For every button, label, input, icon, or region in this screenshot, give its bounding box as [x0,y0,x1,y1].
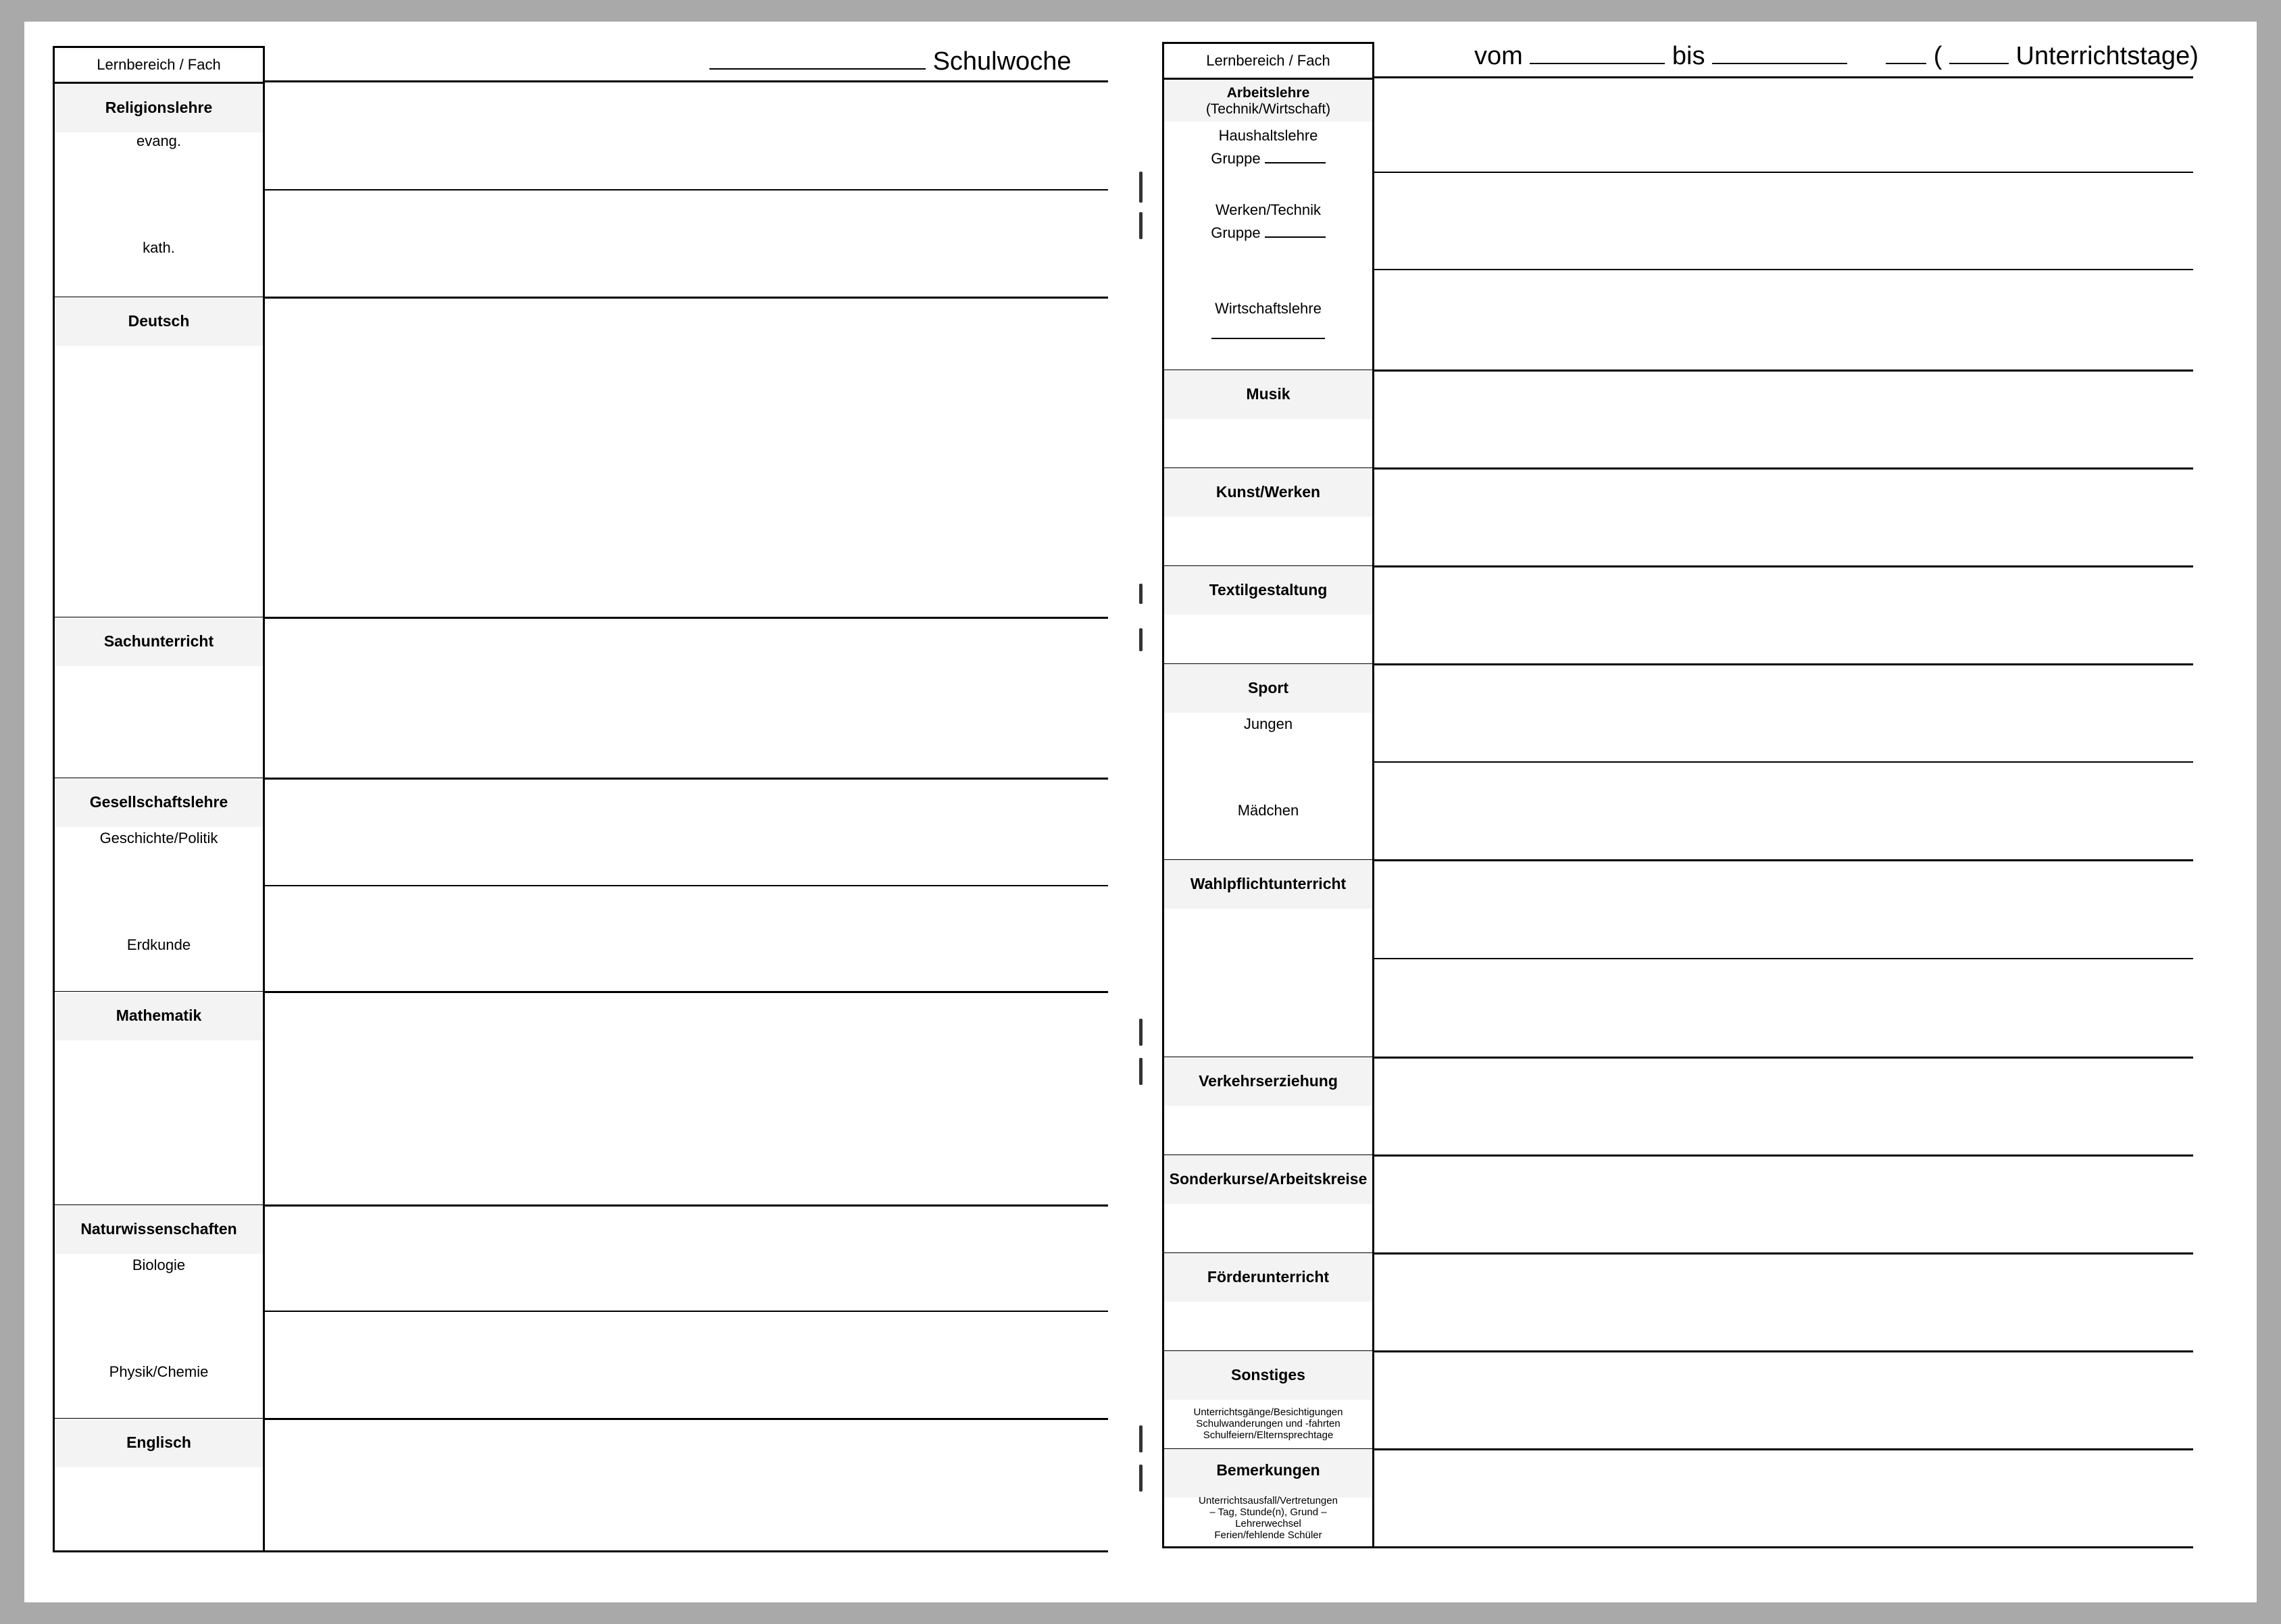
gruppe-blank[interactable] [1265,150,1326,163]
note-line: Ferien/fehlende Schüler [1214,1529,1322,1541]
row-sonderkurse [1132,1155,2257,1253]
row-title: Textilgestaltung [1209,581,1328,599]
week-title [709,47,1071,76]
header-rule [1374,76,2193,78]
sub-label-wirtschaft: Wirtschaftslehre [1215,300,1322,317]
label-cell [53,297,265,617]
to-label: bis [1672,42,1705,70]
year-blank[interactable] [1886,43,1926,64]
right-page [1132,22,2257,1602]
label-cell [1162,1057,1374,1155]
row-textilgestaltung [1132,566,2257,664]
sub-label-geschichte: Geschichte/Politik [99,830,218,846]
days-label: Unterrichtstage) [2015,42,2199,70]
date-range-title [1474,42,2199,71]
row-musik [1132,370,2257,468]
note-line: Schulfeiern/Elternsprechtage [1203,1429,1334,1441]
to-date-blank[interactable] [1712,43,1847,64]
sub-divider [1374,269,2193,270]
label-cell [53,1419,265,1551]
row-foerderunterricht [1132,1253,2257,1351]
sub-label-haushalt: Haushaltslehre [1218,127,1318,144]
note-line: – Tag, Stunde(n), Grund – [1209,1506,1327,1518]
wirtschaft-blank-row [1164,326,1372,343]
row-title: Religionslehre [105,99,213,116]
label-cell [1162,80,1374,370]
label-cell [53,617,265,778]
wirtschaft-blank[interactable] [1211,326,1325,339]
from-label: vom [1474,42,1523,70]
sub-label-werken: Werken/Technik [1215,201,1322,218]
label-cell [53,992,265,1205]
row-title: Sonderkurse/Arbeitskreise [1169,1170,1368,1188]
row-title: Deutsch [128,312,190,330]
sub-divider [1374,958,2193,959]
row-deutsch [24,297,1132,617]
row-naturwissenschaften [24,1205,1132,1419]
sub-label-kath: kath. [143,239,175,256]
sub-label-biologie: Biologie [132,1257,186,1273]
label-cell [1162,566,1374,664]
open-paren: ( [1933,42,1942,70]
label-cell [1162,468,1374,566]
label-cell [53,778,265,992]
from-date-blank[interactable] [1530,43,1665,64]
sub-label-evang: evang. [136,132,182,149]
gruppe-haushalt: Gruppe [1164,150,1372,168]
row-sonstiges [1132,1351,2257,1449]
row-title: Sonstiges [1231,1366,1305,1384]
form-sheet [24,22,2257,1602]
label-cell [1162,1155,1374,1253]
row-bemerkungen [1132,1449,2257,1547]
row-religionslehre [24,84,1132,297]
row-englisch [24,1419,1132,1551]
row-divider [1162,1546,2193,1548]
label-cell [1162,1253,1374,1351]
row-divider [53,1550,1108,1552]
row-mathematik [24,992,1132,1205]
note-line: Unterrichtsgänge/Besichtigungen [1193,1406,1343,1418]
left-page [24,22,1132,1602]
row-kunst-werken [1132,468,2257,566]
label-cell [1162,860,1374,1057]
row-title: Kunst/Werken [1215,483,1321,501]
sub-divider [265,885,1108,886]
label-cell [1162,1449,1374,1547]
row-subtitle: (Technik/Wirtschaft) [1205,101,1331,118]
gruppe-blank[interactable] [1265,224,1326,238]
label-cell [1162,664,1374,860]
note-line: Lehrerwechsel [1235,1518,1301,1529]
row-title: Arbeitslehre [1226,85,1310,101]
sub-divider [265,189,1108,191]
row-title: Naturwissenschaften [80,1220,237,1238]
row-title: Sport [1247,679,1289,696]
row-title: Wahlpflichtunterricht [1190,875,1347,892]
sub-label-maedchen: Mädchen [1237,802,1299,819]
sub-label-jungen: Jungen [1243,715,1293,732]
label-cell [1162,370,1374,468]
sub-divider [1374,172,2193,173]
subject-column-header: Lernbereich / Fach [1162,42,1374,80]
row-sport [1132,664,2257,860]
week-number-blank[interactable] [709,48,926,70]
right-header [1132,42,2257,80]
gruppe-werken: Gruppe [1164,224,1372,242]
label-cell [53,84,265,297]
header-rule [265,80,1108,82]
row-title: Gesellschaftslehre [89,793,228,811]
row-arbeitslehre [1132,80,2257,370]
row-gesellschaftslehre [24,778,1132,992]
days-count-blank[interactable] [1949,43,2009,64]
row-title: Englisch [126,1433,191,1451]
label-cell [1162,1351,1374,1449]
row-title: Mathematik [116,1007,202,1024]
label-cell [53,1205,265,1419]
left-header [24,46,1132,84]
subject-column-header: Lernbereich / Fach [53,46,265,84]
note-line: Schulwanderungen und -fahrten [1196,1418,1340,1429]
sub-divider [1374,761,2193,763]
row-title: Verkehrserziehung [1199,1072,1338,1090]
row-verkehrserziehung [1132,1057,2257,1155]
row-title: Sachunterricht [103,632,214,650]
sub-label-physik: Physik/Chemie [109,1363,209,1380]
sub-label-erdkunde: Erdkunde [126,936,191,953]
row-title: Förderunterricht [1207,1268,1330,1286]
row-title: Musik [1246,385,1290,403]
row-sachunterricht [24,617,1132,778]
note-line: Unterrichtsausfall/Vertretungen [1199,1495,1338,1506]
week-label: Schulwoche [932,47,1072,76]
row-wahlpflichtunterricht [1132,860,2257,1057]
row-title: Bemerkungen [1216,1461,1320,1479]
sub-divider [265,1311,1108,1312]
